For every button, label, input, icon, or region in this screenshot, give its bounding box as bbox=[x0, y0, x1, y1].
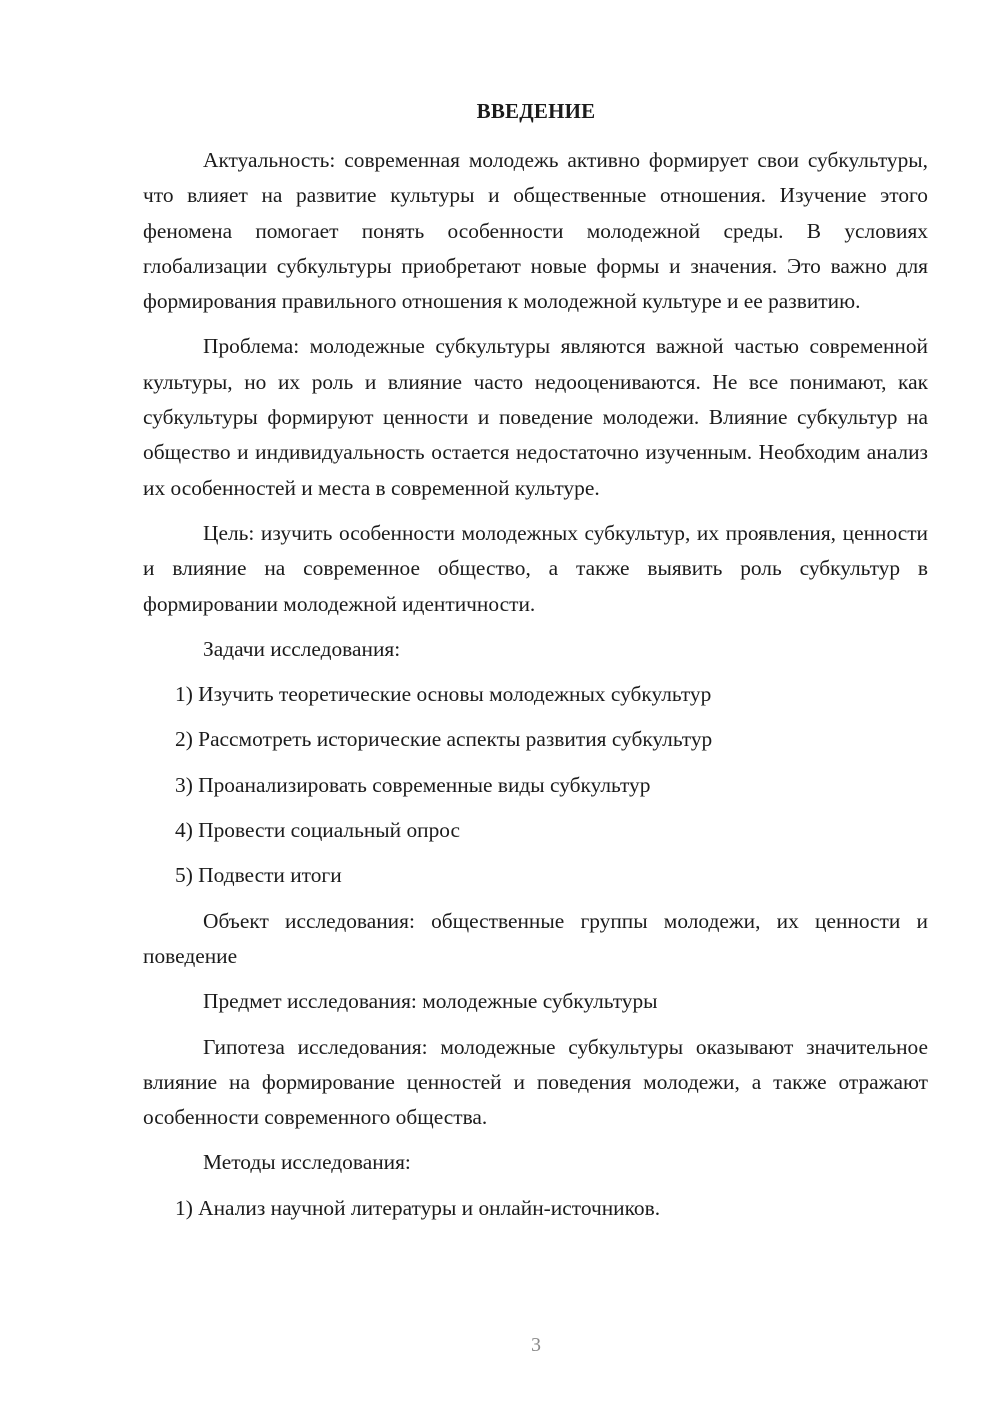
page-number: 3 bbox=[531, 1334, 541, 1356]
task-item: 3) Проанализировать современные виды субкультур bbox=[175, 772, 651, 797]
task-item: 1) Изучить теоретические основы молодежных субкультур bbox=[175, 682, 712, 707]
section-heading: ВВЕДЕНИЕ bbox=[476, 99, 596, 123]
body-text bbox=[143, 143, 928, 1226]
problem-paragraph: Проблема: молодежные субкультуры являются важной частью современной культуры, но их роль и влияние часто недооцениваются. Не все понимают, как субкультуры формируют ценности и поведение молодежи. Влияние субкультур на общество и индивидуальность остается недостаточно изученным. Необходим анализ их особенностей и места в современной культуре. bbox=[143, 334, 928, 500]
task-item: 2) Рассмотреть исторические аспекты развития субкультур bbox=[175, 727, 713, 752]
task-item: 5) Подвести итоги bbox=[175, 863, 342, 888]
goal-paragraph: Цель: изучить особенности молодежных субкультур, их проявления, ценности и влияние на современное общество, а также выявить роль субкультур в формировании молодежной идентичности. bbox=[143, 520, 928, 616]
methods-title: Методы исследования: bbox=[203, 1150, 411, 1175]
task-item: 4) Провести социальный опрос bbox=[175, 818, 461, 843]
hypothesis-paragraph: Гипотеза исследования: молодежные субкультуры оказывают значительное влияние на формирование ценностей и поведения молодежи, а также отражают особенности современного общества. bbox=[143, 1034, 928, 1130]
relevance-paragraph: Актуальность: современная молодежь активно формирует свои субкультуры, что влияет на развитие культуры и общественные отношения. Изучение этого феномена помогает понять особенности молодежной среды. В условиях глобализации субкультуры приобретают новые формы и значения. Это важно для формирования правильного отношения к молодежной культуре и ее развитию. bbox=[143, 148, 928, 314]
subject-paragraph: Предмет исследования: молодежные субкультуры bbox=[203, 989, 658, 1014]
tasks-title: Задачи исследования: bbox=[203, 636, 401, 661]
object-paragraph: Объект исследования: общественные группы молодежи, их ценности и поведение bbox=[143, 908, 928, 968]
method-item: 1) Анализ научной литературы и онлайн-источников. bbox=[175, 1195, 661, 1220]
